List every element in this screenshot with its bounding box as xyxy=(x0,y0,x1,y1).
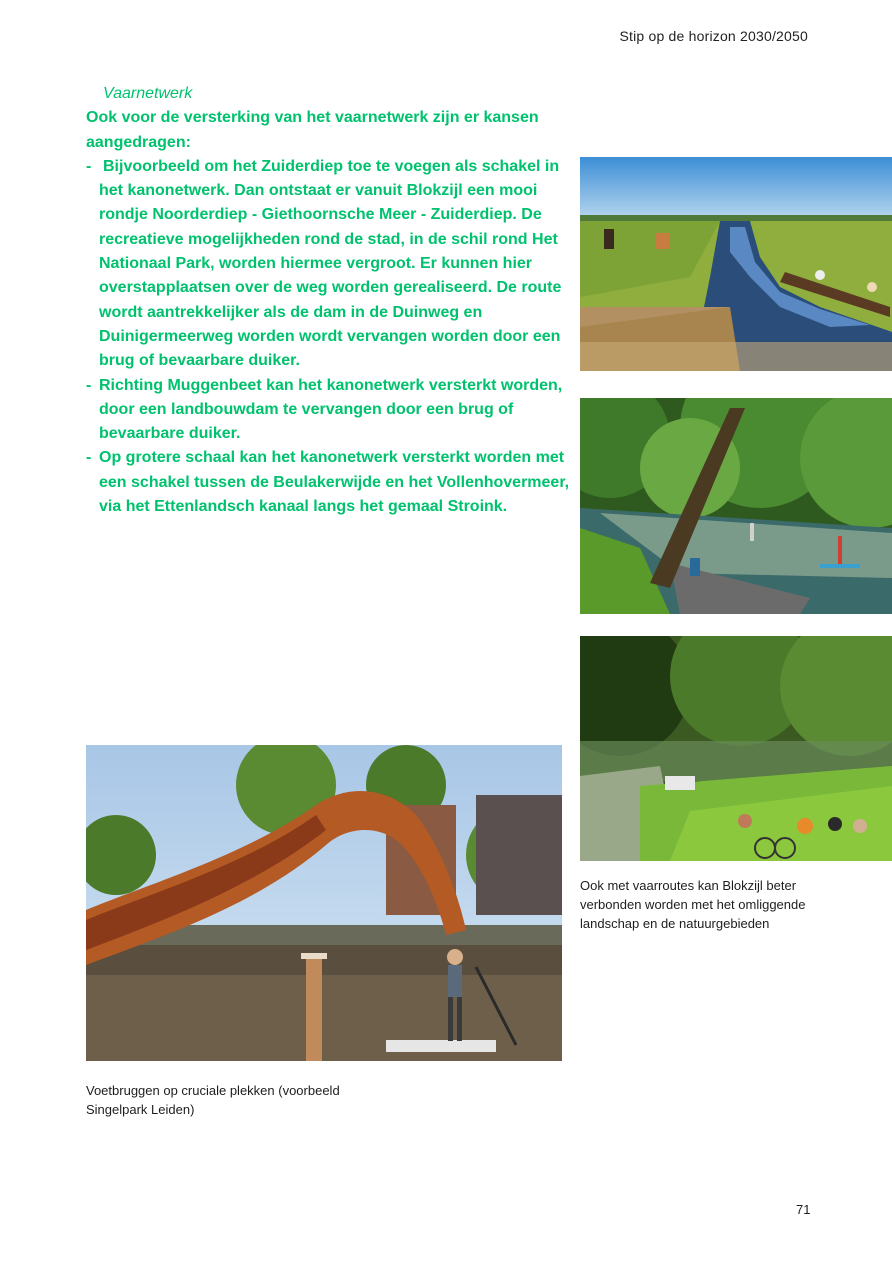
photo-park-canal xyxy=(580,636,892,861)
bullet-dash: - xyxy=(86,157,92,175)
bullet-item xyxy=(86,446,571,519)
intro-paragraph: Ook voor de versterking van het vaarnetwerk zijn er kansen aangedragen: xyxy=(86,109,539,151)
bullet-text: Richting Muggenbeet kan het kanonetwerk versterkt worden, door een landbouwdam te vervangen door een brug of bevaarbare duiker. xyxy=(99,376,563,443)
section-subheading: Vaarnetwerk xyxy=(103,85,193,102)
photo-footbridge xyxy=(86,745,562,1061)
bullet-item xyxy=(86,155,571,374)
bullet-text: Op grotere schaal kan het kanonetwerk versterkt worden met een schakel tussen de Beulakerwijde en het Vollenhovermeer, via het Ettenlandsch kanaal langs het gemaal Stroink. xyxy=(99,449,570,516)
photo-canal-sup xyxy=(580,398,892,614)
photo-canoe-ditch xyxy=(580,157,892,371)
caption-waterways: Ook met vaarroutes kan Blokzijl beter verbonden worden met het omliggende landschap en de natuurgebieden xyxy=(580,878,806,931)
page-header-title: Stip op de horizon 2030/2050 xyxy=(619,28,808,44)
bullet-text: Bijvoorbeeld om het Zuiderdiep toe te voegen als schakel in het kanonetwerk. Dan ontstaat er vanuit Blokzijl een mooi rondje Noorderdiep - Giethoornsche Meer - Zuiderdiep. De recreatieve mogelijkheden rond de stad, in de schil rond Het Nationaal Park, worden hiermee vergroot. Er kunnen hier overstapplaatsen over de weg worden gerealiseerd. De route wordt aantrekkelijker als de dam in de Duinweg en Duinigermeerweg worden wordt vervangen worden door een brug of bevaarbare duiker. xyxy=(99,157,562,370)
bullet-item xyxy=(86,374,571,447)
body-text-block xyxy=(86,82,571,519)
caption-footbridge: Voetbruggen op cruciale plekken (voorbeeld Singelpark Leiden) xyxy=(86,1083,340,1117)
bullet-dash: - xyxy=(86,376,92,394)
bullet-dash: - xyxy=(86,449,92,467)
page-number: 71 xyxy=(796,1202,811,1217)
